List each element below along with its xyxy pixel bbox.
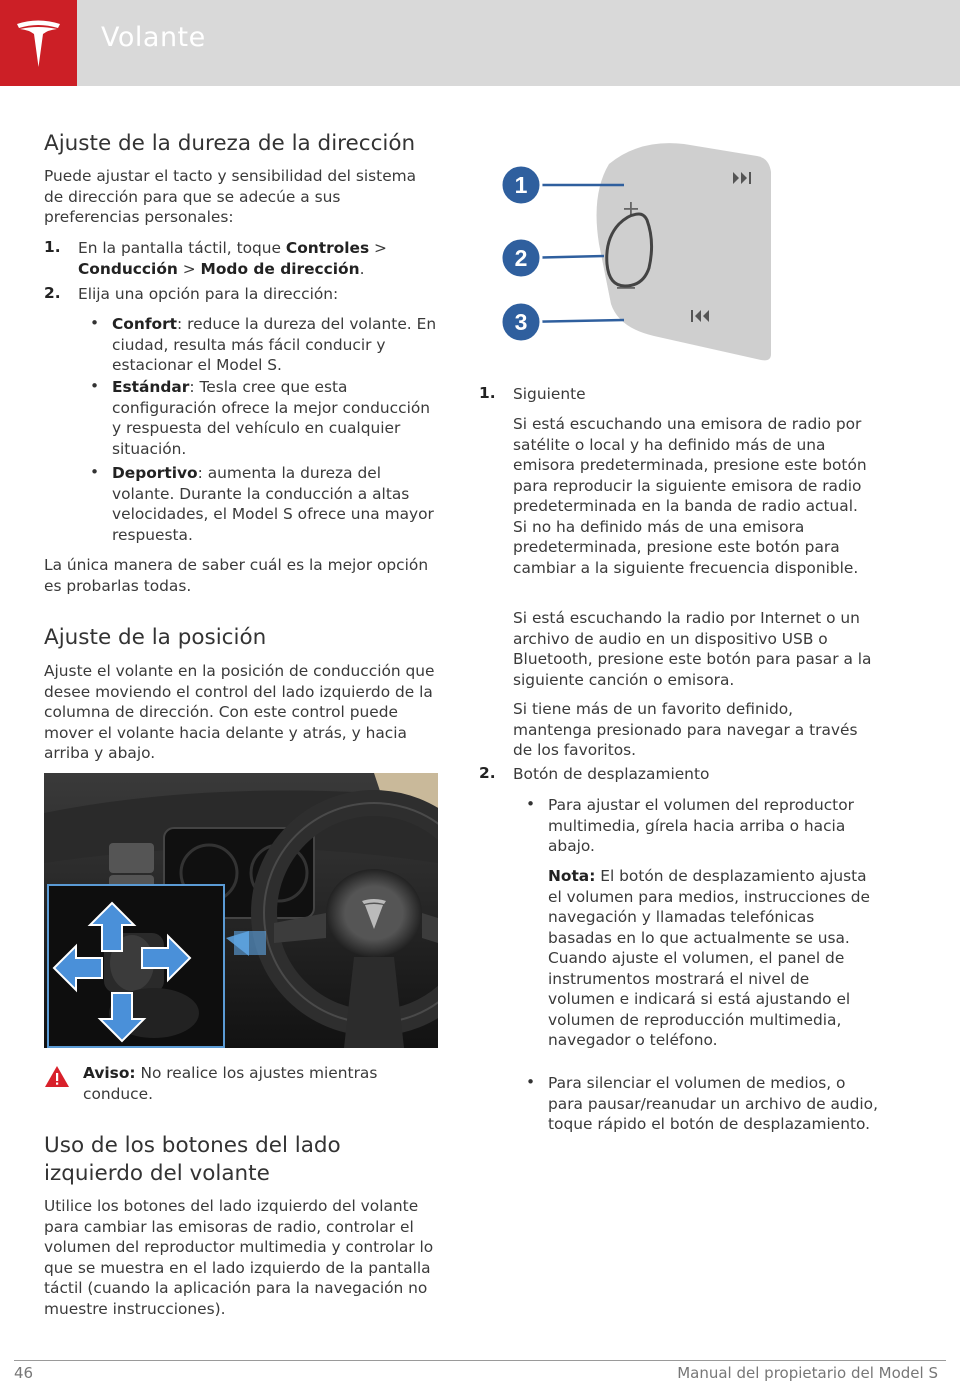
callout-1 — [501, 165, 541, 205]
bullet: • — [90, 463, 100, 481]
item-number: 1. — [479, 384, 496, 402]
tesla-logo — [0, 0, 77, 86]
item-2-bullet-1: Para ajustar el volumen del reproductor multimedia, gírela hacia arriba o hacia abajo. — [548, 796, 854, 855]
warning-icon — [44, 1065, 70, 1088]
left-buttons-text: Utilice los botones del lado izquierdo del volante para cambiar las emisoras de radio, controlar el volumen del reproductor multimedia y controlar lo que se muestra en el lado izquierdo de la pantalla táctil (cuando la aplicación para la navegación no muestre instrucciones). — [44, 1197, 434, 1318]
option-estandar: Estándar: Tesla cree que esta configuración ofrece la mejor conducción y respuesta del vehículo en cualquier situación. — [112, 378, 431, 458]
page-number: 46 — [14, 1364, 34, 1382]
callout-2 — [501, 238, 541, 278]
step-1-text: En la pantalla táctil, toque Controles > Conducción > Modo de dirección. — [78, 239, 387, 278]
item-2-note: Nota: El botón de desplazamiento ajusta el volumen para medios, instrucciones de navegación y llamadas telefónicas basadas en lo que actualmente se usa. Cuando ajuste el volumen, el panel de instrumentos mostrará el nivel de volumen e indicará si está ajustando el volumen de reproducción multimedia, navegador o teléfono. — [548, 867, 871, 1049]
bullet: • — [526, 1073, 536, 1091]
callout-3 — [501, 302, 541, 342]
step-number: 2. — [44, 284, 61, 302]
bullet: • — [526, 795, 536, 813]
callout-number: 2 — [514, 245, 528, 271]
section-heading-position: Ajuste de la posición — [44, 625, 267, 650]
option-deportivo: Deportivo: aumenta la dureza del volante. Durante la conducción a altas velocidades, el Model S ofrece una mayor respuesta. — [112, 464, 434, 544]
position-text: Ajuste el volante en la posición de conducción que desee moviendo el control del lado izquierdo de la columna de dirección. Con este control puede mover el volante hacia delante y atrás, y hacia arriba y abajo. — [44, 662, 435, 762]
callout-number: 3 — [514, 309, 528, 335]
bullet: • — [90, 377, 100, 395]
page-header — [0, 0, 960, 86]
item-1-paragraph-1: Si está escuchando una emisora de radio por satélite o local y ha definido más de una emisora predeterminada, presione este botón para reproducir la siguiente emisora de radio predeterminada en la banda de radio actual. Si no ha definido más de una emisora predeterminada, presione este botón para cambiar a la siguiente frecuencia disponible. — [513, 415, 867, 577]
item-2-bullet-2: Para silenciar el volumen de medios, o para pausar/reanudar un archivo de audio, toque rápido el botón de desplazamiento. — [548, 1074, 878, 1133]
warning-text: Aviso: No realice los ajustes mientras conduce. — [83, 1064, 378, 1103]
item-1-paragraph-2: Si está escuchando la radio por Internet o un archivo de audio en un dispositivo USB o Bluetooth, presione este botón para pasar a la siguiente canción o emisora. — [513, 609, 872, 689]
step-number: 1. — [44, 238, 61, 256]
steering-column-photo — [44, 773, 438, 1048]
steering-effort-intro: Puede ajustar el tacto y sensibilidad del sistema de dirección para que se adecúe a sus preferencias personales: — [44, 167, 417, 226]
tesla-logo-icon — [15, 18, 62, 68]
section-heading-left-buttons: Uso de los botones del lado izquierdo del volante — [44, 1133, 341, 1186]
option-confort: Confort: reduce la dureza del volante. En ciudad, resulta más fácil conducir y estacionar el Model S. — [112, 315, 437, 374]
left-buttons-diagram — [479, 124, 789, 364]
step-2-text: Elija una opción para la dirección: — [78, 285, 339, 303]
item-number: 2. — [479, 764, 496, 782]
callout-number: 1 — [514, 172, 528, 198]
page-title: Volante — [101, 22, 206, 53]
item-2-title: Botón de desplazamiento — [513, 765, 710, 783]
footer-manual-title: Manual del propietario del Model S — [677, 1364, 938, 1382]
bullet: • — [90, 314, 100, 332]
steering-effort-outro: La única manera de saber cuál es la mejor opción es probarlas todas. — [44, 556, 429, 595]
footer-divider — [14, 1360, 946, 1361]
item-1-paragraph-3: Si tiene más de un favorito definido, mantenga presionado para navegar a través de los favoritos. — [513, 700, 858, 759]
item-1-title: Siguiente — [513, 385, 586, 403]
section-heading-steering-effort: Ajuste de la dureza de la dirección — [44, 131, 416, 156]
